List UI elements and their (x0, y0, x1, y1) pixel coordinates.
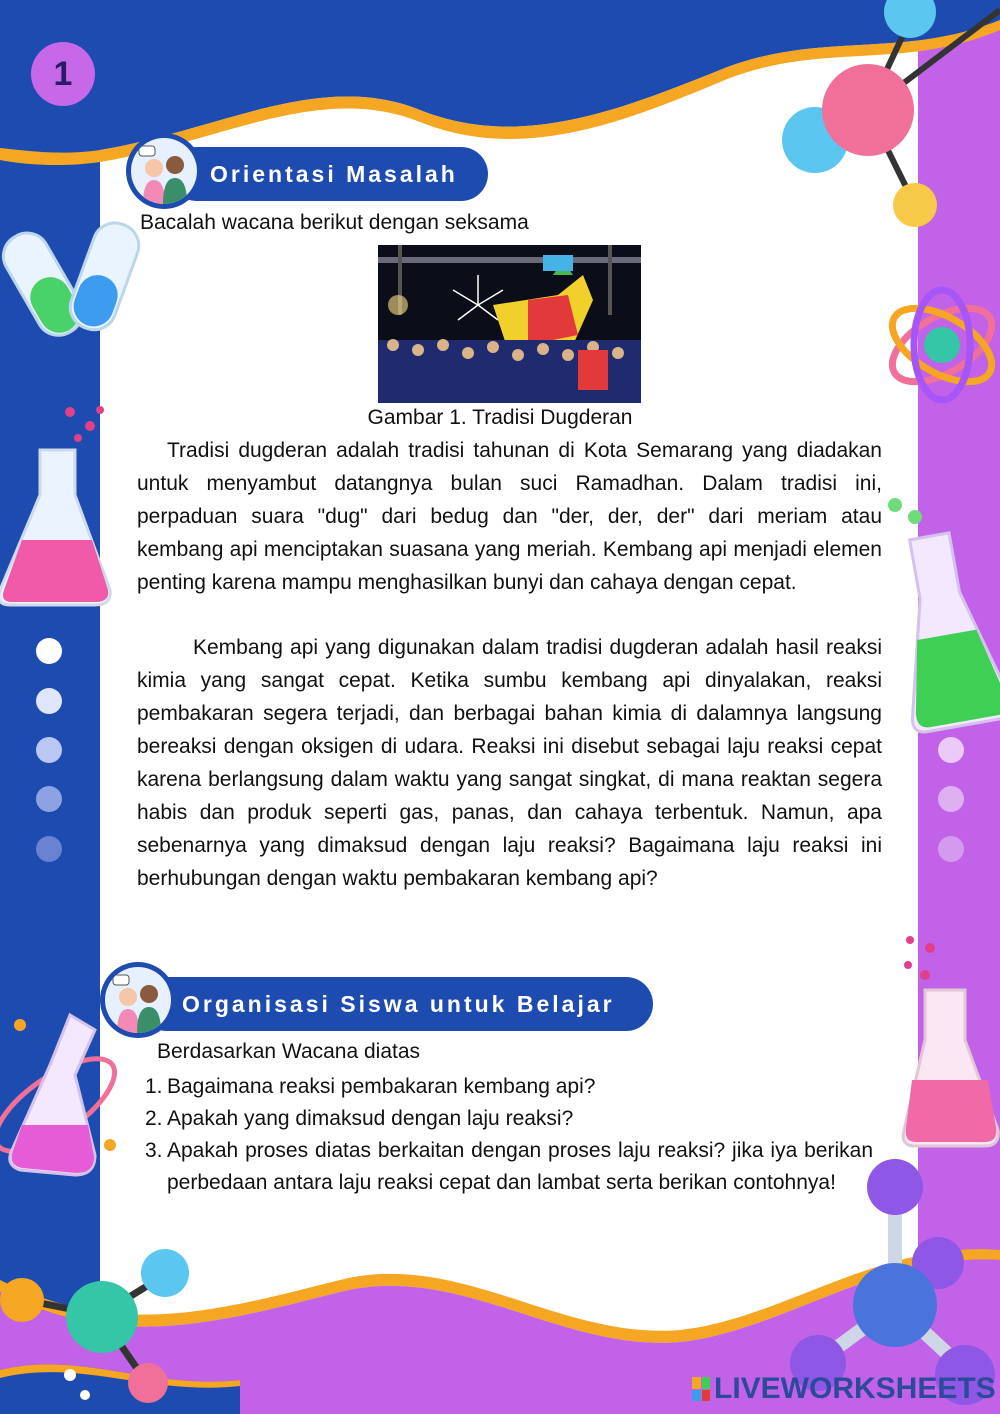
question-number: 1. (145, 1075, 163, 1098)
paragraph-1 (137, 434, 882, 599)
flask-icon (900, 930, 1000, 1150)
students-avatar-icon (126, 133, 202, 209)
section2-intro: Berdasarkan Wacana diatas (157, 1040, 421, 1063)
list-item (145, 1135, 873, 1199)
molecule-icon (0, 1245, 195, 1414)
liveworksheets-logo-icon (692, 1377, 710, 1401)
section-title: Orientasi Masalah (210, 160, 458, 187)
question-list (145, 1071, 873, 1199)
list-item (145, 1071, 873, 1103)
flask-icon (0, 1005, 130, 1195)
figure-dugderan-photo (378, 245, 641, 403)
paragraph-1-text: Tradisi dugderan adalah tradisi tahunan di Kota Semarang yang diadakan untuk menyambut datangnya bulan suci Ramadhan. Dalam tradisi ini, perpaduan suara "dug" dari bedug dan "der, der, der" dari meriam atau kembang api menciptakan suasana yang meriah. Kembang api menjadi elemen penting karena mampu menghasilkan bunyi dan cahaya dengan cepat. (137, 439, 882, 594)
section-header-organisasi (140, 977, 653, 1031)
page-number-badge: 1 (31, 42, 95, 106)
flask-icon (885, 495, 1000, 735)
list-item (145, 1103, 873, 1135)
liveworksheets-logo (692, 1372, 996, 1406)
atom-icon (882, 275, 1000, 415)
flask-icon (0, 400, 115, 610)
students-avatar-icon (100, 962, 176, 1038)
question-text: Bagaimana reaksi pembakaran kembang api? (167, 1075, 596, 1098)
question-number: 3. (145, 1139, 163, 1162)
paragraph-2 (137, 631, 882, 895)
test-tube-icon (0, 200, 150, 345)
section-title: Organisasi Siswa untuk Belajar (182, 990, 615, 1017)
question-text: Apakah yang dimaksud dengan laju reaksi? (167, 1107, 574, 1130)
section1-intro: Bacalah wacana berikut dengan seksama (140, 211, 529, 234)
section-header-orientasi (170, 147, 488, 201)
question-number: 2. (145, 1107, 163, 1130)
question-text: Apakah proses diatas berkaitan dengan proses laju reaksi? jika iya berikan perbedaan antara laju reaksi cepat dan lambat serta berikan contohnya! (167, 1139, 873, 1194)
figure-caption: Gambar 1. Tradisi Dugderan (367, 406, 633, 429)
paragraph-2-text: Kembang api yang digunakan dalam tradisi dugderan adalah hasil reaksi kimia yang sangat cepat. Ketika sumbu kembang api dinyalakan, reaksi pembakaran segera terjadi, dan berbagai bahan kimia di dalamnya langsung bereaksi dengan oksigen di udara. Reaksi ini disebut sebagai laju reaksi cepat karena berlangsung dalam waktu yang sangat singkat, di mana reaktan segera habis dan produk seperti gas, panas, dan cahaya terbentuk. Namun, apa sebenarnya yang dimaksud dengan laju reaksi? Bagaimana laju reaksi ini berhubungan dengan waktu pembakaran kembang api? (137, 636, 882, 890)
molecule-icon (775, 0, 1000, 230)
logo-text: LIVEWORKSHEETS (714, 1372, 996, 1405)
